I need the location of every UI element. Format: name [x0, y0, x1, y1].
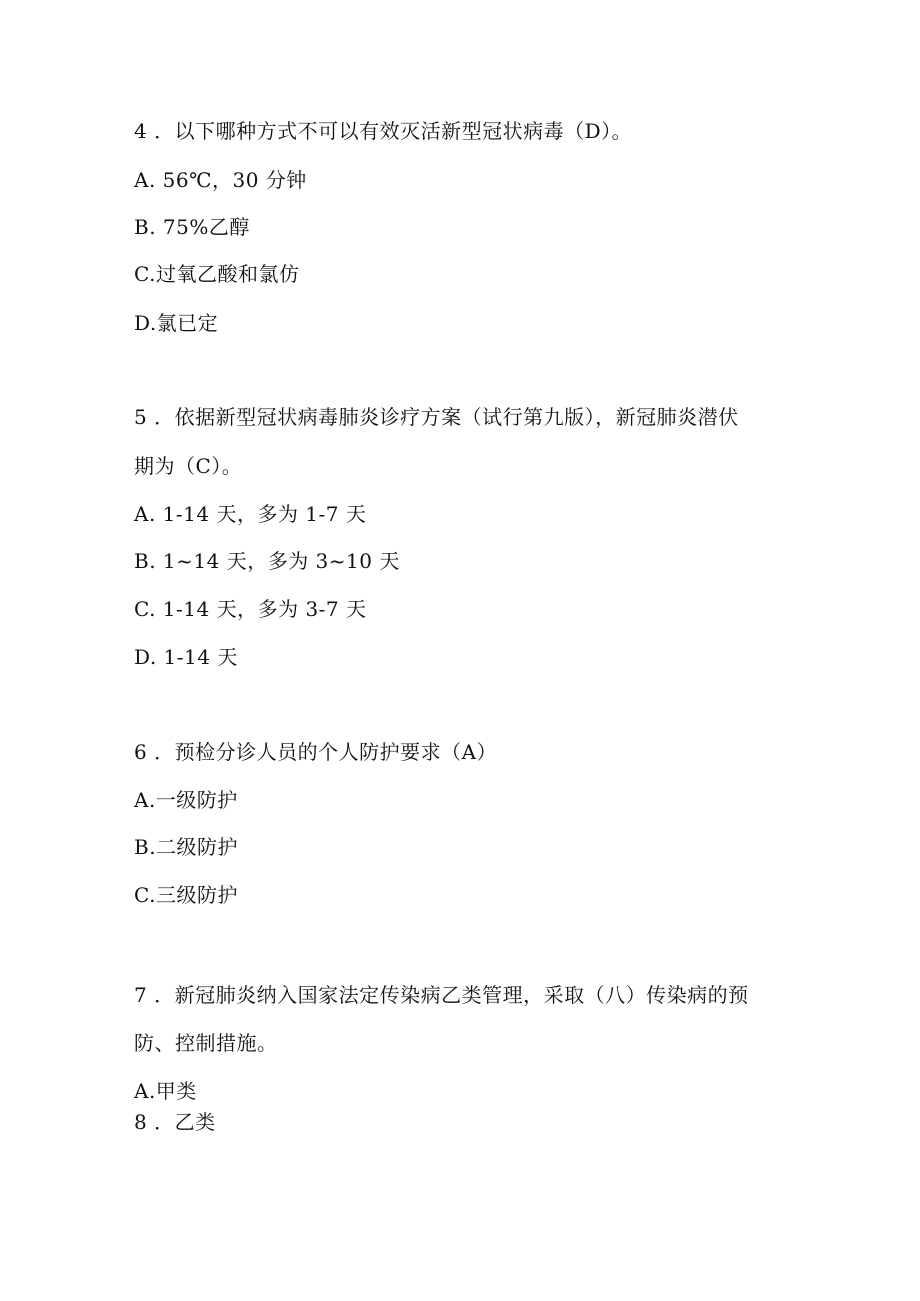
- question-6-option-b: B.二级防护: [134, 835, 239, 859]
- question-4-option-c: C.过氧乙酸和氯仿: [134, 262, 300, 286]
- question-7-stem-line-1: 7 ．新冠肺炎纳入国家法定传染病乙类管理，采取（八）传染病的预: [134, 983, 749, 1007]
- question-7-option-b: 8 ．乙类: [134, 1110, 216, 1134]
- question-5-stem-line-1: 5 ．依据新型冠状病毒肺炎诊疗方案（试行第九版），新冠肺炎潜伏: [134, 405, 739, 429]
- question-7-option-a: A.甲类: [134, 1079, 197, 1103]
- question-6-option-c: C.三级防护: [134, 883, 238, 907]
- question-6-option-a: A.一级防护: [134, 788, 238, 812]
- question-6-stem: 6 ．预检分诊人员的个人防护要求（A）: [134, 740, 498, 764]
- question-5-stem-line-2: 期为（C）。: [134, 454, 243, 478]
- question-5-option-d: D. 1-14 天: [134, 645, 238, 669]
- question-7-stem-line-2: 防、控制措施。: [134, 1031, 278, 1055]
- question-4-option-a: A. 56℃，30 分钟: [134, 168, 307, 192]
- question-5-option-b: B. 1~14 天，多为 3~10 天: [134, 549, 400, 573]
- question-4-option-b: B. 75%乙醇: [134, 215, 250, 239]
- question-4-stem: 4 ．以下哪种方式不可以有效灭活新型冠状病毒（D）。: [134, 119, 633, 143]
- question-5-option-c: C. 1-14 天，多为 3-7 天: [134, 597, 367, 621]
- question-4-option-d: D.氯已定: [134, 311, 219, 335]
- question-5-option-a: A. 1-14 天，多为 1-7 天: [134, 502, 367, 526]
